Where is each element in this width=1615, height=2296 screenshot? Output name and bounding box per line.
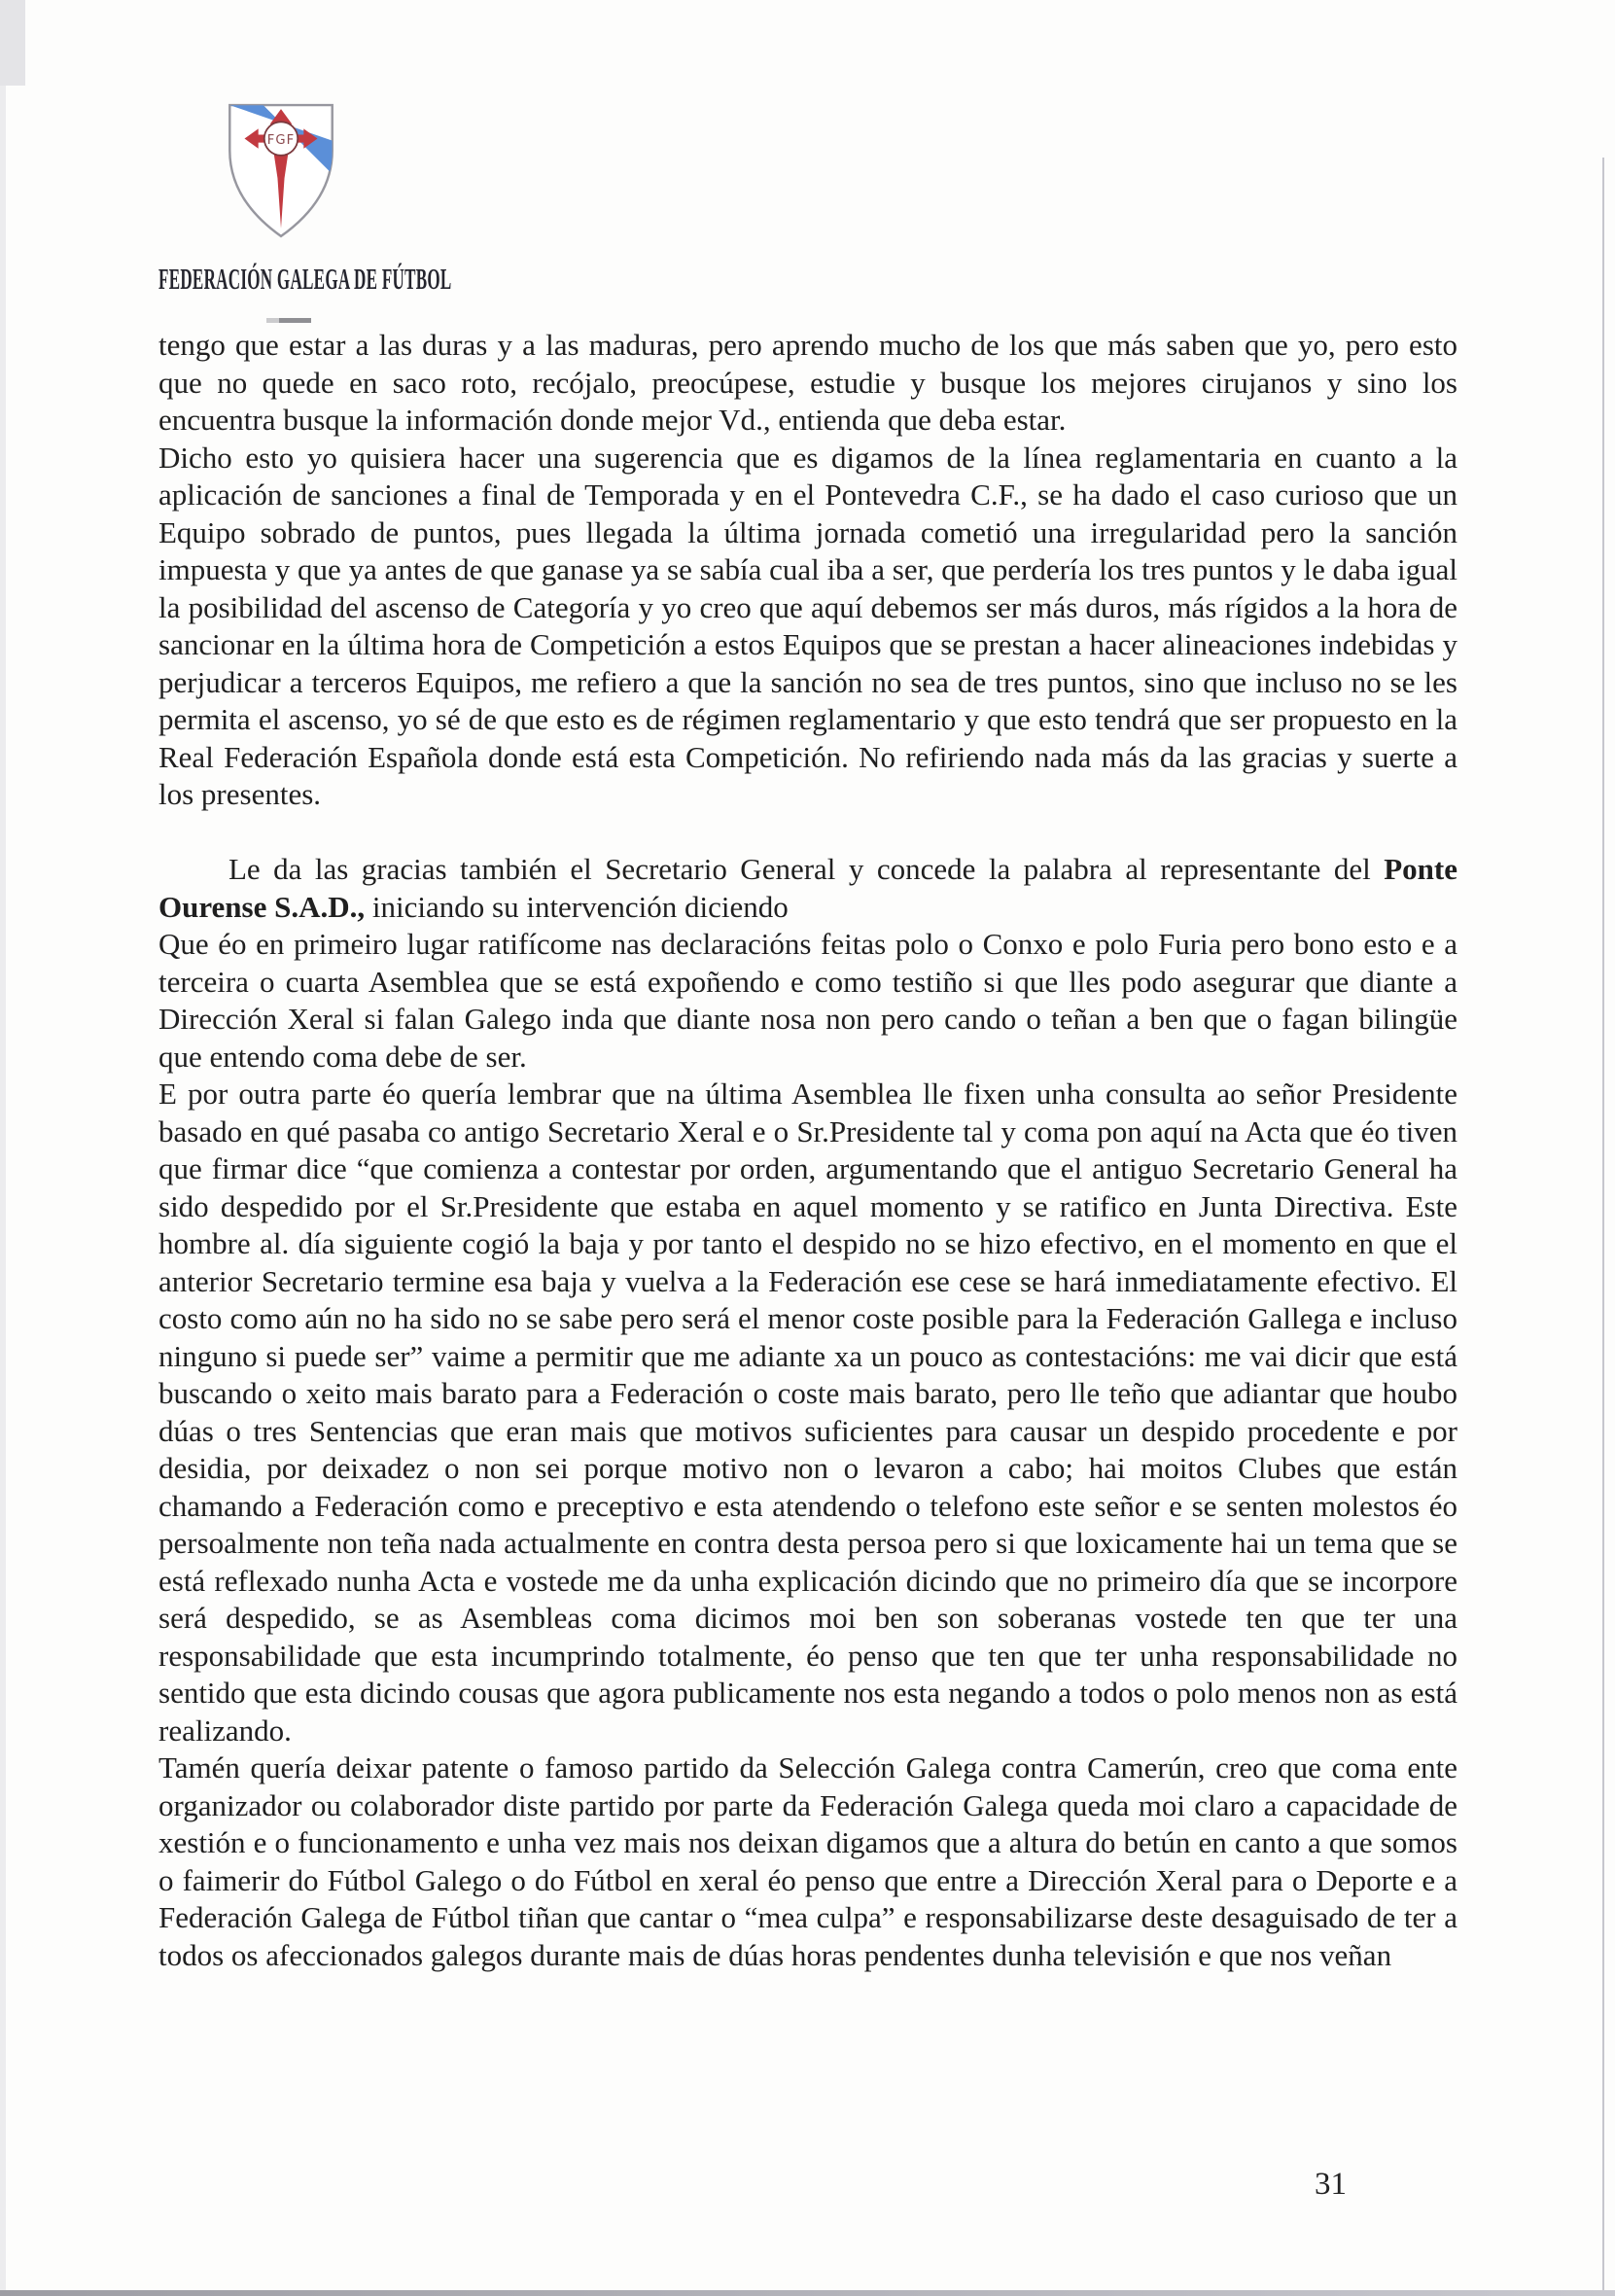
paragraph-ponte-ourense-intro bbox=[158, 851, 1457, 926]
scan-edge-bottom bbox=[0, 2290, 1615, 2296]
fgf-crest-logo bbox=[222, 99, 340, 242]
minutes-body-text bbox=[158, 327, 1457, 1974]
paragraph-duras-maduras: tengo que estar a las duras y a las maduras, pero aprendo mucho de los que más saben que yo, pero esto que no quede en saco roto, recójalo, preocúpese, estudie y busque los mejores cirujanos y sino los encuentra busque la información donde mejor Vd., entienda que deba estar. bbox=[158, 328, 1457, 437]
scan-edge-left bbox=[0, 0, 6, 2296]
club-name-bold: Ponte Ourense S.A.D., bbox=[158, 852, 1457, 924]
shield-crest-icon bbox=[222, 99, 340, 242]
scan-edge-right bbox=[1602, 158, 1604, 2290]
paragraph-ratificacion-bilingue: Que éo en primeiro lugar ratifícome nas declaracións feitas polo o Conxo e polo Furia pero bono esto e a terceira o cuarta Asemblea que se está expoñendo e como testiño si que lles podo asegurar que diante a Dirección Xeral si falan Galego inda que diante nosa non pero cando o teñan a ben que o fagan bilingüe que entendo coma debe de ser. bbox=[158, 927, 1457, 1074]
header-underline-mark bbox=[266, 318, 311, 323]
paragraph-secretario-xeral-consulta: E por outra parte éo quería lembrar que na última Asemblea lle fixen unha consulta ao señor Presidente basado en qué pasaba co antigo Secretario Xeral e o Sr.Presidente tal y coma pon aquí na Acta que éo tiven que firmar dice “que comienza a contestar por orden, argumentando que el antiguo Secretario General ha sido despedido por el Sr.Presidente que estaba en aquel momento y se ratifico en Junta Directiva. Este hombre al. día siguiente cogió la baja y por tanto el despido no se hizo efectivo, en el momento en que el anterior Secretario termine esa baja y vuelva a la Federación ese cese se hará inmediatamente efectivo. El costo como aún no ha sido no se sabe pero será el menor coste posible para la Federación Gallega e incluso ninguno si puede ser” vaime a permitir que me adiante xa un pouco as contestacións: me vai dicir que está buscando o xeito mais barato para a Federación o coste mais barato, pero lle teño que adiantar que houbo dúas o tres Sentencias que eran mais que motivos suficientes para causar un despido procedente e por desidia, por deixadez o non sei porque motivo non o levaron a cabo; hai moitos Clubes que están chamando a Federación como e preceptivo e esta atendendo o telefono este señor e se senten molestos éo persoalmente non teña nada actualmente en contra desta persoa pero si que loxicamente hai un tema que se está reflexado nunha Acta e vostede me da unha explicación dicindo que no primeiro día que se incorpore será despedido, se as Asembleas coma dicimos moi ben son soberanas vostede ten que ter una responsabilidade que esta incumprindo totalmente, éo penso que ten que ter unha responsabilidade no sentido que esta dicindo cousas que agora publicamente nos esta negando a todos o polo menos non as está realizando. bbox=[158, 1077, 1457, 1748]
paragraph-sugerencia-sanciones: Dicho esto yo quisiera hacer una sugerencia que es digamos de la línea reglamentaria en cuanto a la aplicación de sanciones a final de Temporada y en el Pontevedra C.F., se ha dado el caso curioso que un Equipo sobrado de puntos, pues llegada la última jornada cometió una irregularidad pero la sanción impuesta y que ya antes de que ganase ya se sabía cual iba a ser, que perdería los tres puntos y le daba igual la posibilidad del ascenso de Categoría y yo creo que aquí debemos ser más duros, más rígidos a la hora de sancionar en la última hora de Competición a estos Equipos que se prestan a hacer alineaciones indebidas y perjudicar a terceros Equipos, me refiero a que la sanción no sea de tres puntos, sino que incluso no se les permita el ascenso, yo sé de que esto es de régimen reglamentario y que esto tendrá que ser propuesto en la Real Federación Española donde está esta Competición. No refiriendo nada más da las gracias y suerte a los presentes. bbox=[158, 440, 1457, 811]
intro-segment-after: iniciando su intervención diciendo bbox=[365, 889, 789, 924]
crest-monogram: FGF bbox=[266, 133, 296, 149]
scan-corner-top-left bbox=[0, 0, 25, 86]
org-name-header: FEDERACIÓN GALEGA DE FÚTBOL bbox=[158, 262, 452, 296]
page-number: 31 bbox=[1315, 2167, 1347, 2202]
intro-segment-before: Le da las gracias también el Secretario General y concede la palabra al representante del bbox=[228, 852, 1385, 886]
paragraph-seleccion-galega-camerun: Tamén quería deixar patente o famoso partido da Selección Galega contra Camerún, creo que coma ente organizador ou colaborador diste partido por parte da Federación Galega queda moi claro a capacidade de xestión e o funcionamento e unha vez mais nos deixan digamos que a altura do betún en canto a que somos o faimerir do Fútbol Galego o do Fútbol en xeral éo penso que entre a Dirección Xeral para o Deporte e a Federación Galega de Fútbol tiñan que cantar o “mea culpa” e responsabilizarse deste desaguisado de ter a todos os afeccionados galegos durante mais de dúas horas pendentes dunha televisión e que nos veñan bbox=[158, 1750, 1457, 1972]
